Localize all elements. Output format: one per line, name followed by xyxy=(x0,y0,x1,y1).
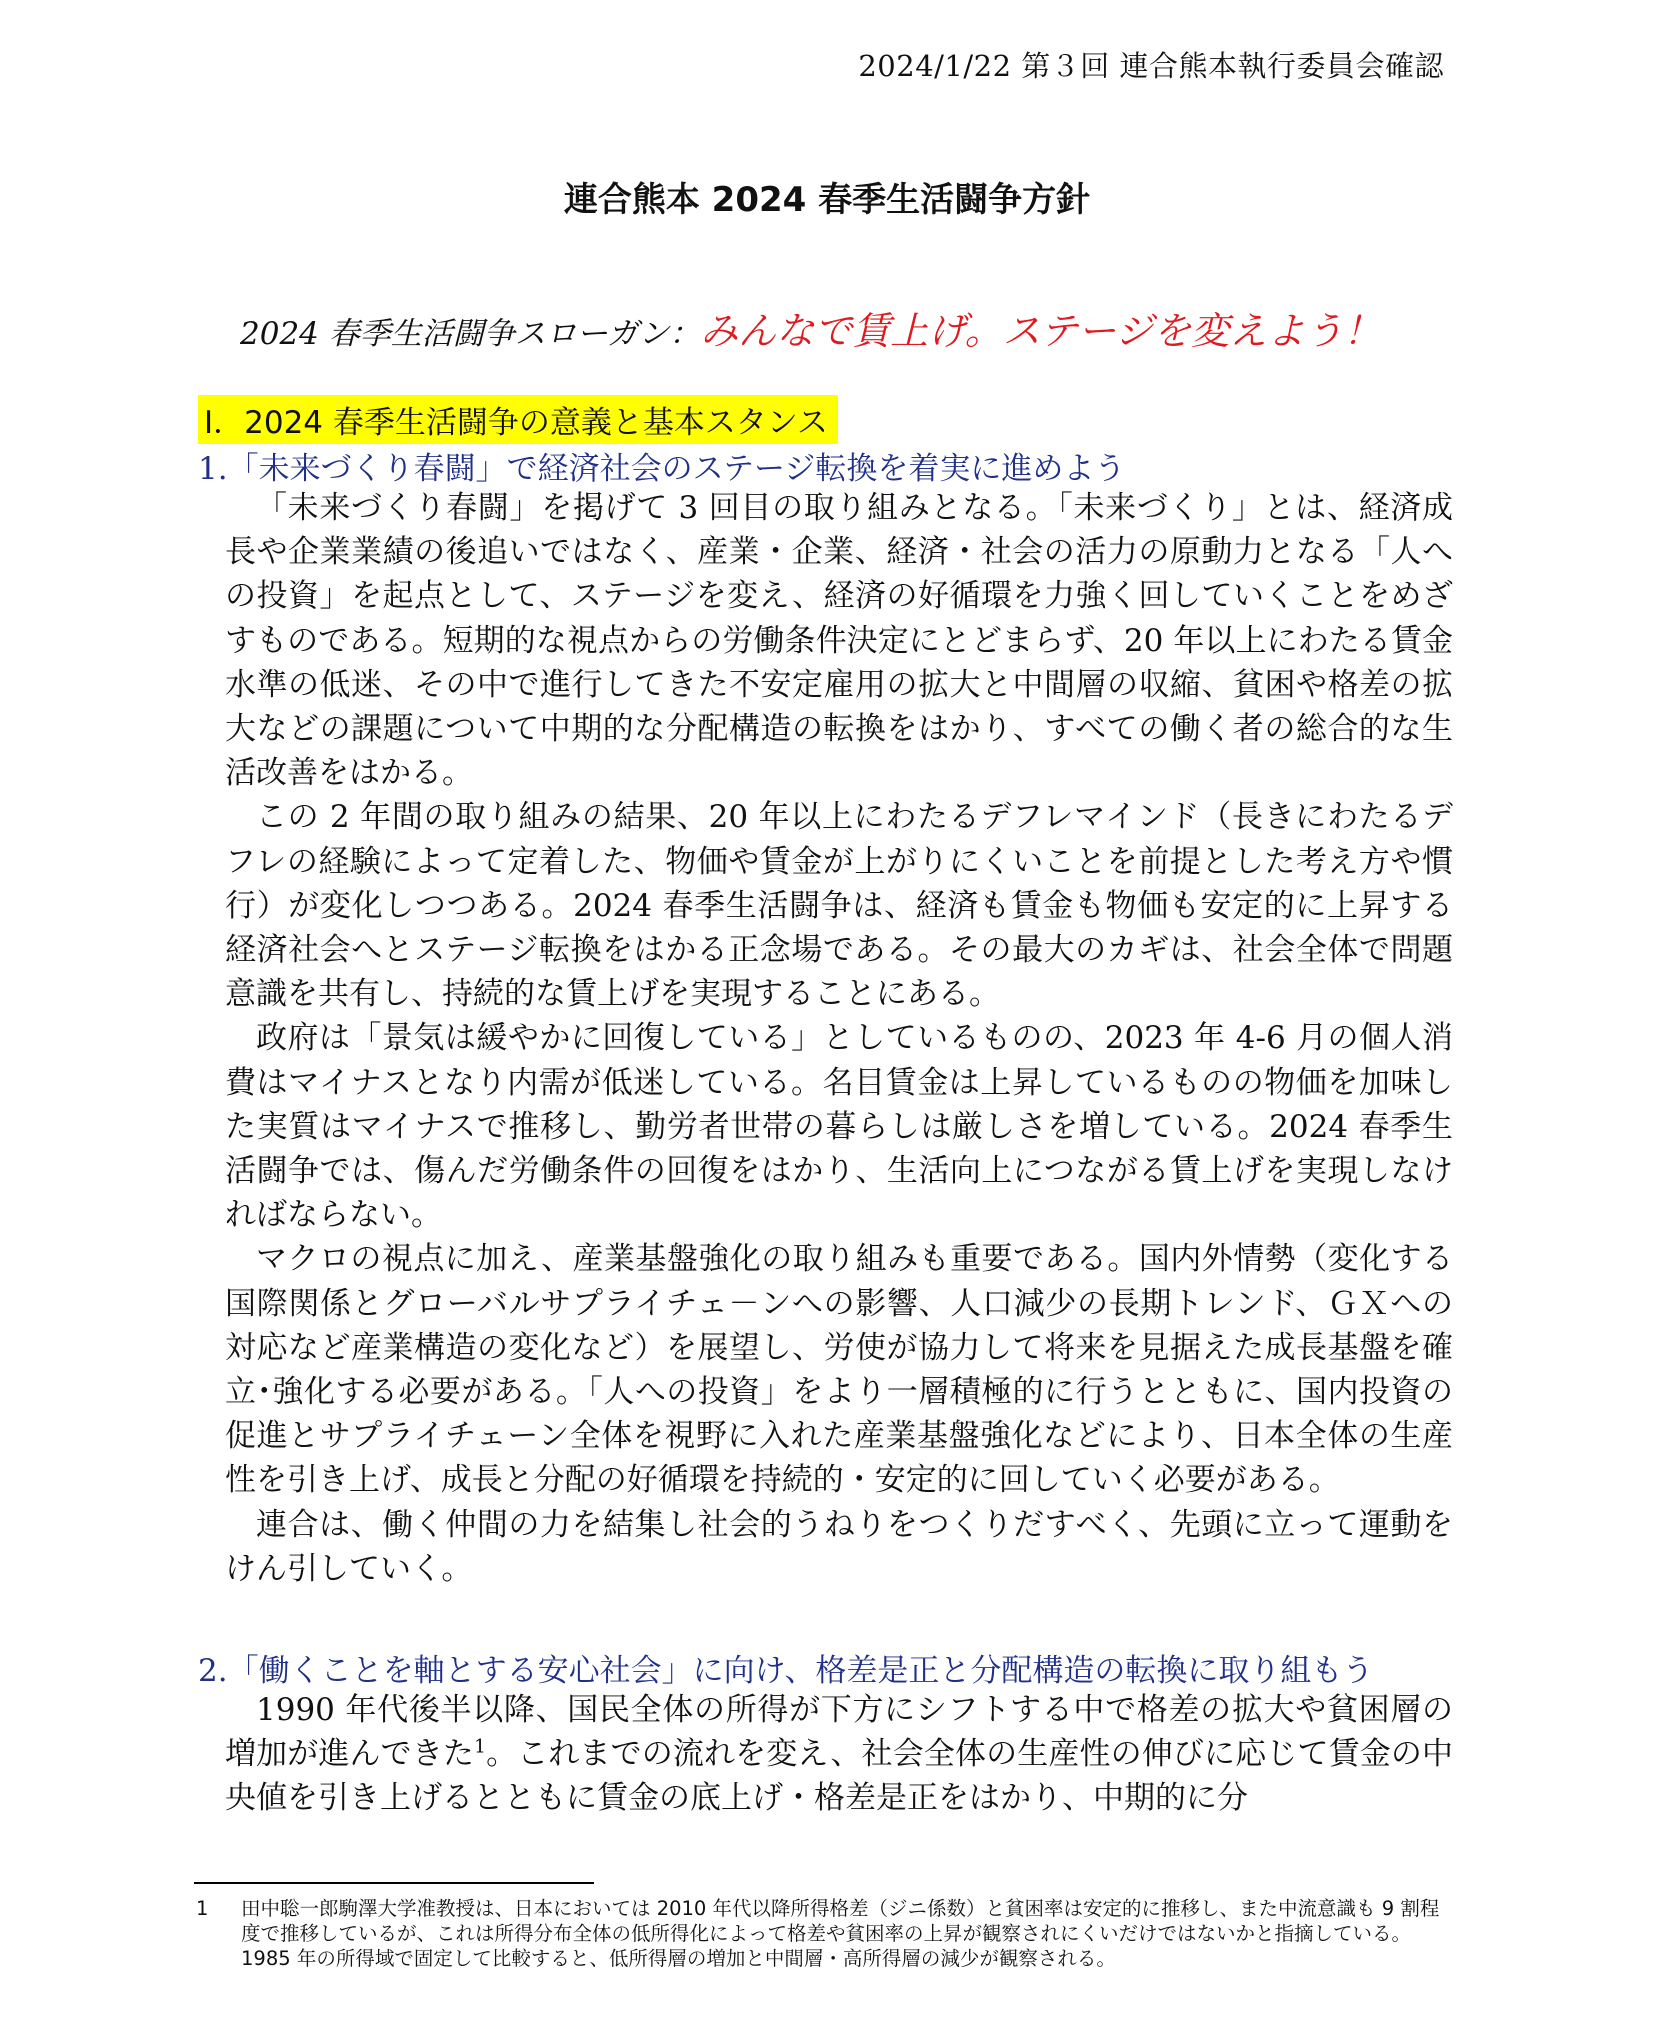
paragraph-text: 1990 年代後半以降、国民全体の所得が下方にシフトする中で格差の拡大や貧困層の増加が進んできた xyxy=(225,1692,1453,1773)
section-heading: Ⅰ．2024 春季生活闘争の意義と基本スタンス xyxy=(198,395,838,444)
header-note: 2024/1/22 第３回 連合熊本執行委員会確認 xyxy=(858,49,1444,83)
paragraph xyxy=(225,1688,1453,1821)
slogan-label: 2024 春季生活闘争スローガン： xyxy=(240,316,701,352)
body-section-1 xyxy=(225,486,1453,1591)
footnote-ref: 1 xyxy=(474,1736,486,1758)
slogan-text: みんなで賃上げ。ステージを変えよう！ xyxy=(700,309,1382,353)
footnote-text: 田中聡一郎駒澤大学准教授は、日本においては 2010 年代以降所得格差（ジニ係数）と貧困率は安定的に推移し、また中流意識も 9 割程度で推移しているが、これは所得分布全体の低所得化によって格差や貧困率の上昇が観察されにくいだけではないかと指摘している。1985 年の所得域で固定して比較すると、低所得層の増加と中間層・高所得層の減少が観察される。 xyxy=(241,1897,1440,1970)
paragraph: 政府は「景気は緩やかに回復している」としているものの、2023 年 4-6 月の個人消費はマイナスとなり内需が低迷している。名目賃金は上昇しているものの物価を加味した実質はマイナスで推移し、勤労者世帯の暮らしは厳しさを増している。2024 春季生活闘争では、傷んだ労働条件の回復をはかり、生活向上につながる賃上げを実現しなければならない。 xyxy=(225,1020,1453,1234)
paragraph: 「未来づくり春闘」を掲げて 3 回目の取り組みとなる。「未来づくり」とは、経済成長や企業業績の後追いではなく、産業・企業、経済・社会の活力の原動力となる「人への投資」を起点として、ステージを変え、経済の好循環を力強く回していくことをめざすものである。短期的な視点からの労働条件決定にとどまらず、20 年以上にわたる賃金水準の低迷、その中で進行してきた不安定雇用の拡大と中間層の収縮、貧困や格差の拡大などの課題について中期的な分配構造の転換をはかり、すべての働く者の総合的な生活改善をはかる。 xyxy=(225,490,1453,792)
footnote xyxy=(196,1896,1456,1971)
paragraph: この 2 年間の取り組みの結果、20 年以上にわたるデフレマインド（長きにわたるデフレの経験によって定着した、物価や賃金が上がりにくいことを前提とした考え方や慣行）が変化しつつある。2024 春季生活闘争は、経済も賃金も物価も安定的に上昇する経済社会へとステージ転換をはかる正念場である。その最大のカギは、社会全体で問題意識を共有し、持続的な賃上げを実現することにある。 xyxy=(225,799,1453,1013)
subheading-1: 1.「未来づくり春闘」で経済社会のステージ転換を着実に進めよう xyxy=(198,451,1126,487)
subheading-2: 2.「働くことを軸とする安心社会」に向け、格差是正と分配構造の転換に取り組もう xyxy=(198,1653,1374,1689)
body-section-2 xyxy=(225,1688,1453,1821)
page-title: 連合熊本 2024 春季生活闘争方針 xyxy=(563,180,1091,220)
paragraph: 連合は、働く仲間の力を結集し社会的うねりをつくりだすべく、先頭に立って運動をけん引していく。 xyxy=(225,1506,1453,1587)
footnote-divider xyxy=(194,1882,594,1884)
paragraph-text: 。これまでの流れを変え、社会全体の生産性の伸びに応じて賃金の中央値を引き上げるとともに賃金の底上げ・格差是正をはかり、中期的に分 xyxy=(225,1736,1454,1817)
paragraph: マクロの視点に加え、産業基盤強化の取り組みも重要である。国内外情勢（変化する国際関係とグローバルサプライチェ－ンへの影響、人口減少の長期トレンド、ＧＸへの対応など産業構造の変化など）を展望し、労使が協力して将来を見据えた成長基盤を確立･強化する必要がある。「人への投資」をより一層積極的に行うとともに、国内投資の促進とサプライチェーン全体を視野に入れた産業基盤強化などにより、日本全体の生産性を引き上げ、成長と分配の好循環を持続的・安定的に回していく必要がある。 xyxy=(225,1241,1453,1499)
footnote-number: 1 xyxy=(196,1897,209,1920)
slogan xyxy=(240,300,1381,355)
